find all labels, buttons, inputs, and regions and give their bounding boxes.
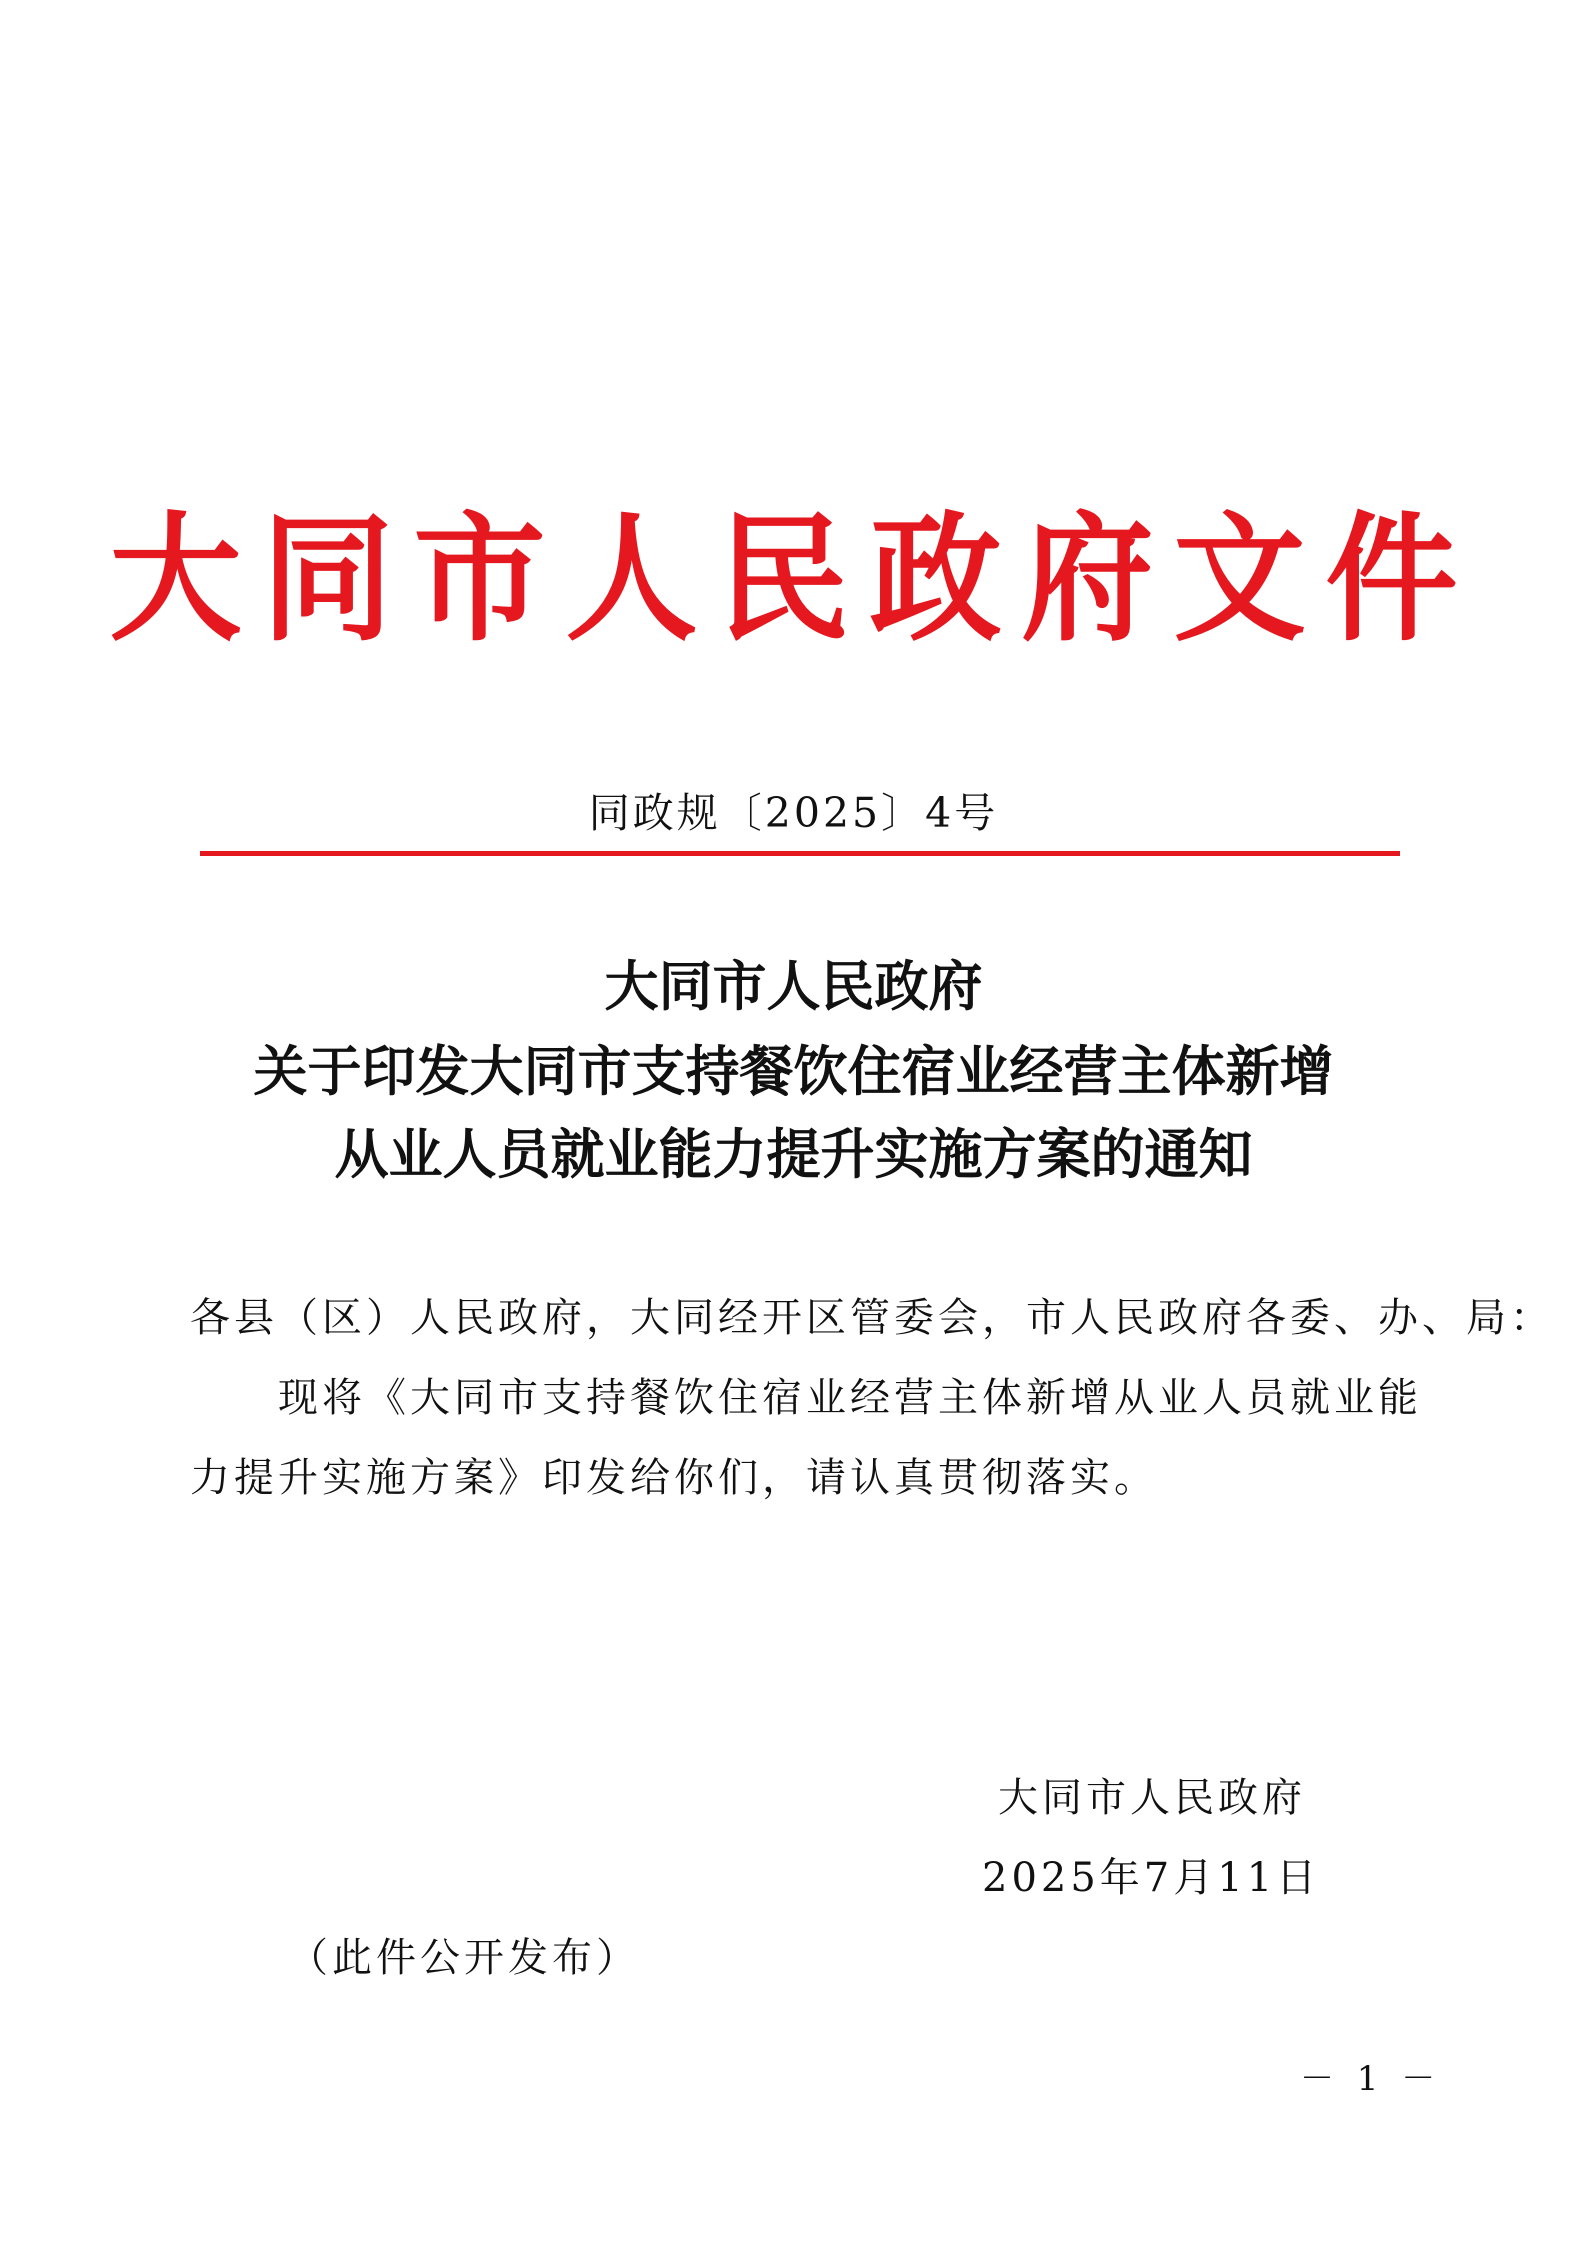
red-divider-line [200,851,1400,856]
addressee: 各县（区）人民政府，大同经开区管委会，市人民政府各委、办、局： [190,1295,1554,1341]
title-line-1: 大同市人民政府 [604,954,983,1018]
body-paragraph-line-1: 现将《大同市支持餐饮住宿业经营主体新增从业人员就业能 [278,1375,1422,1421]
issue-date: 2025年7月11日 [982,1855,1321,1901]
masthead-title: 大同市人民政府文件 [109,498,1478,661]
issuer-signature: 大同市人民政府 [998,1775,1306,1821]
title-line-2: 关于印发大同市支持餐饮住宿业经营主体新增 [253,1039,1334,1103]
title-line-3: 从业人员就业能力提升实施方案的通知 [334,1122,1253,1186]
document-number: 同政规〔2025〕4号 [588,789,999,837]
publication-note: （此件公开发布） [288,1935,640,1981]
page-number: － 1 － [1300,2059,1442,2099]
body-paragraph-line-2: 力提升实施方案》印发给你们，请认真贯彻落实。 [190,1455,1158,1501]
